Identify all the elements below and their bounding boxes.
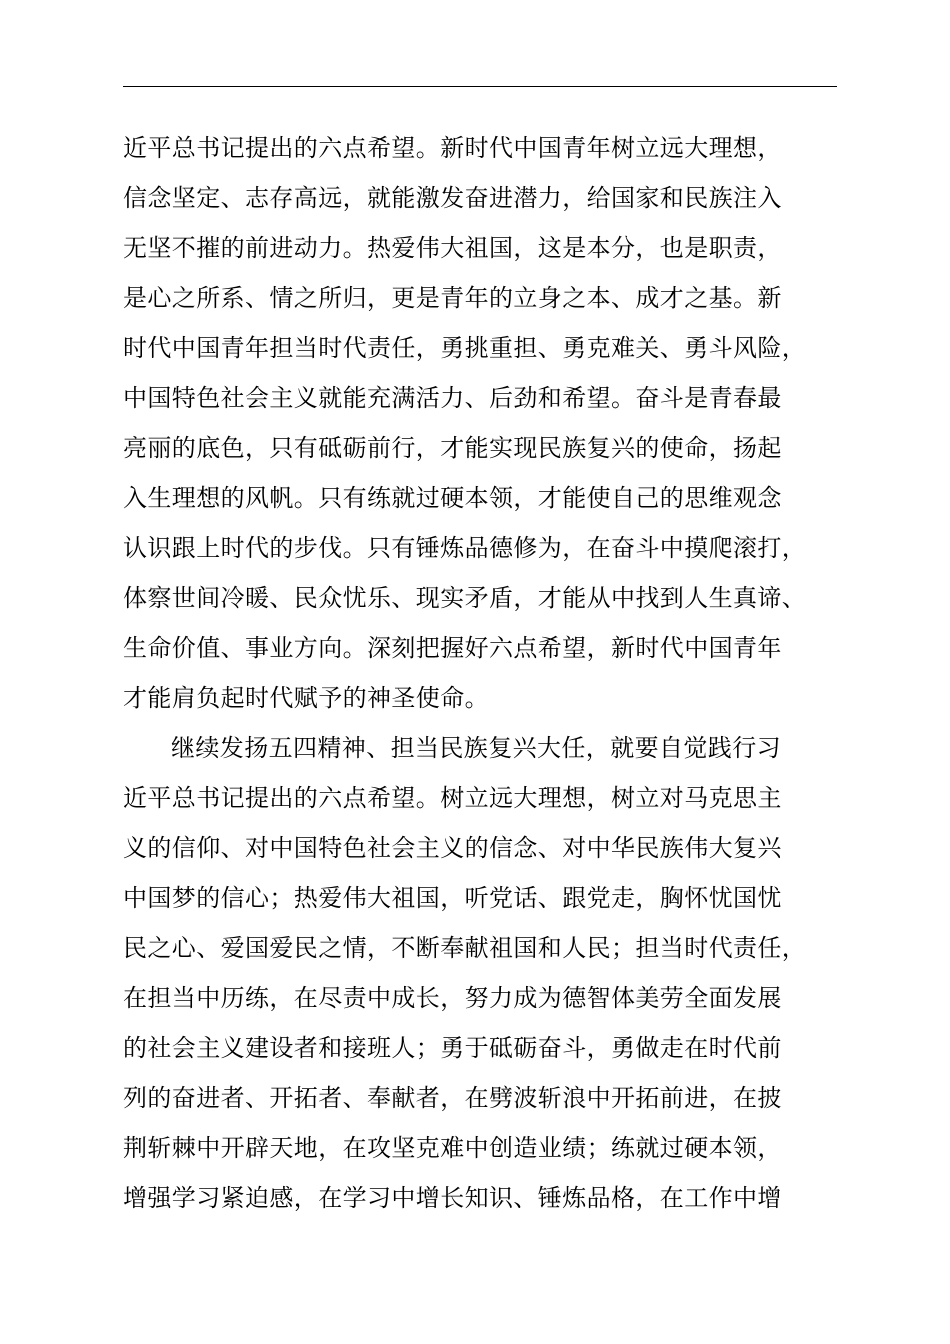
text-line: 入生理想的风帆。只有练就过硬本领，才能使自己的思维观念 xyxy=(123,484,782,512)
text-line: 荆斩棘中开辟天地，在攻坚克难中创造业绩；练就过硬本领， xyxy=(123,1134,782,1162)
text-line: 在担当中历练，在尽责中成长，努力成为德智体美劳全面发展 xyxy=(123,984,782,1012)
paragraph-1 xyxy=(123,123,863,723)
document-body xyxy=(123,123,863,1223)
header-rule xyxy=(123,86,837,87)
text-line: 义的信仰、对中国特色社会主义的信念、对中华民族伟大复兴 xyxy=(123,834,782,862)
text-line: 是心之所系、情之所归，更是青年的立身之本、成才之基。新 xyxy=(123,284,782,312)
text-line: 近平总书记提出的六点希望。树立远大理想，树立对马克思主 xyxy=(123,784,782,812)
text-line: 中国特色社会主义就能充满活力、后劲和希望。奋斗是青春最 xyxy=(123,384,782,412)
text-line: 增强学习紧迫感，在学习中增长知识、锤炼品格，在工作中增 xyxy=(123,1184,782,1212)
text-line: 认识跟上时代的步伐。只有锤炼品德修为，在奋斗中摸爬滚打， xyxy=(123,534,807,562)
text-line: 时代中国青年担当时代责任，勇挑重担、勇克难关、勇斗风险， xyxy=(123,334,807,362)
text-line: 列的奋进者、开拓者、奉献者，在劈波斩浪中开拓前进，在披 xyxy=(123,1084,782,1112)
text-line: 信念坚定、志存高远，就能激发奋进潜力，给国家和民族注入 xyxy=(123,184,782,212)
text-line: 亮丽的底色，只有砥砺前行，才能实现民族复兴的使命，扬起 xyxy=(123,434,782,462)
text-line: 民之心、爱国爱民之情，不断奉献祖国和人民；担当时代责任， xyxy=(123,934,807,962)
text-line: 体察世间冷暖、民众忧乐、现实矛盾，才能从中找到人生真谛、 xyxy=(123,584,807,612)
text-line: 才能肩负起时代赋予的神圣使命。 xyxy=(123,684,489,712)
text-line: 近平总书记提出的六点希望。新时代中国青年树立远大理想， xyxy=(123,134,782,162)
paragraph-2 xyxy=(123,723,863,1223)
text-line: 无坚不摧的前进动力。热爱伟大祖国，这是本分，也是职责， xyxy=(123,234,782,262)
text-line: 生命价值、事业方向。深刻把握好六点希望，新时代中国青年 xyxy=(123,634,782,662)
text-line: 中国梦的信心；热爱伟大祖国，听党话、跟党走，胸怀忧国忧 xyxy=(123,884,782,912)
text-line: 的社会主义建设者和接班人；勇于砥砺奋斗，勇做走在时代前 xyxy=(123,1034,782,1062)
text-line: 继续发扬五四精神、担当民族复兴大任，就要自觉践行习 xyxy=(171,734,781,762)
